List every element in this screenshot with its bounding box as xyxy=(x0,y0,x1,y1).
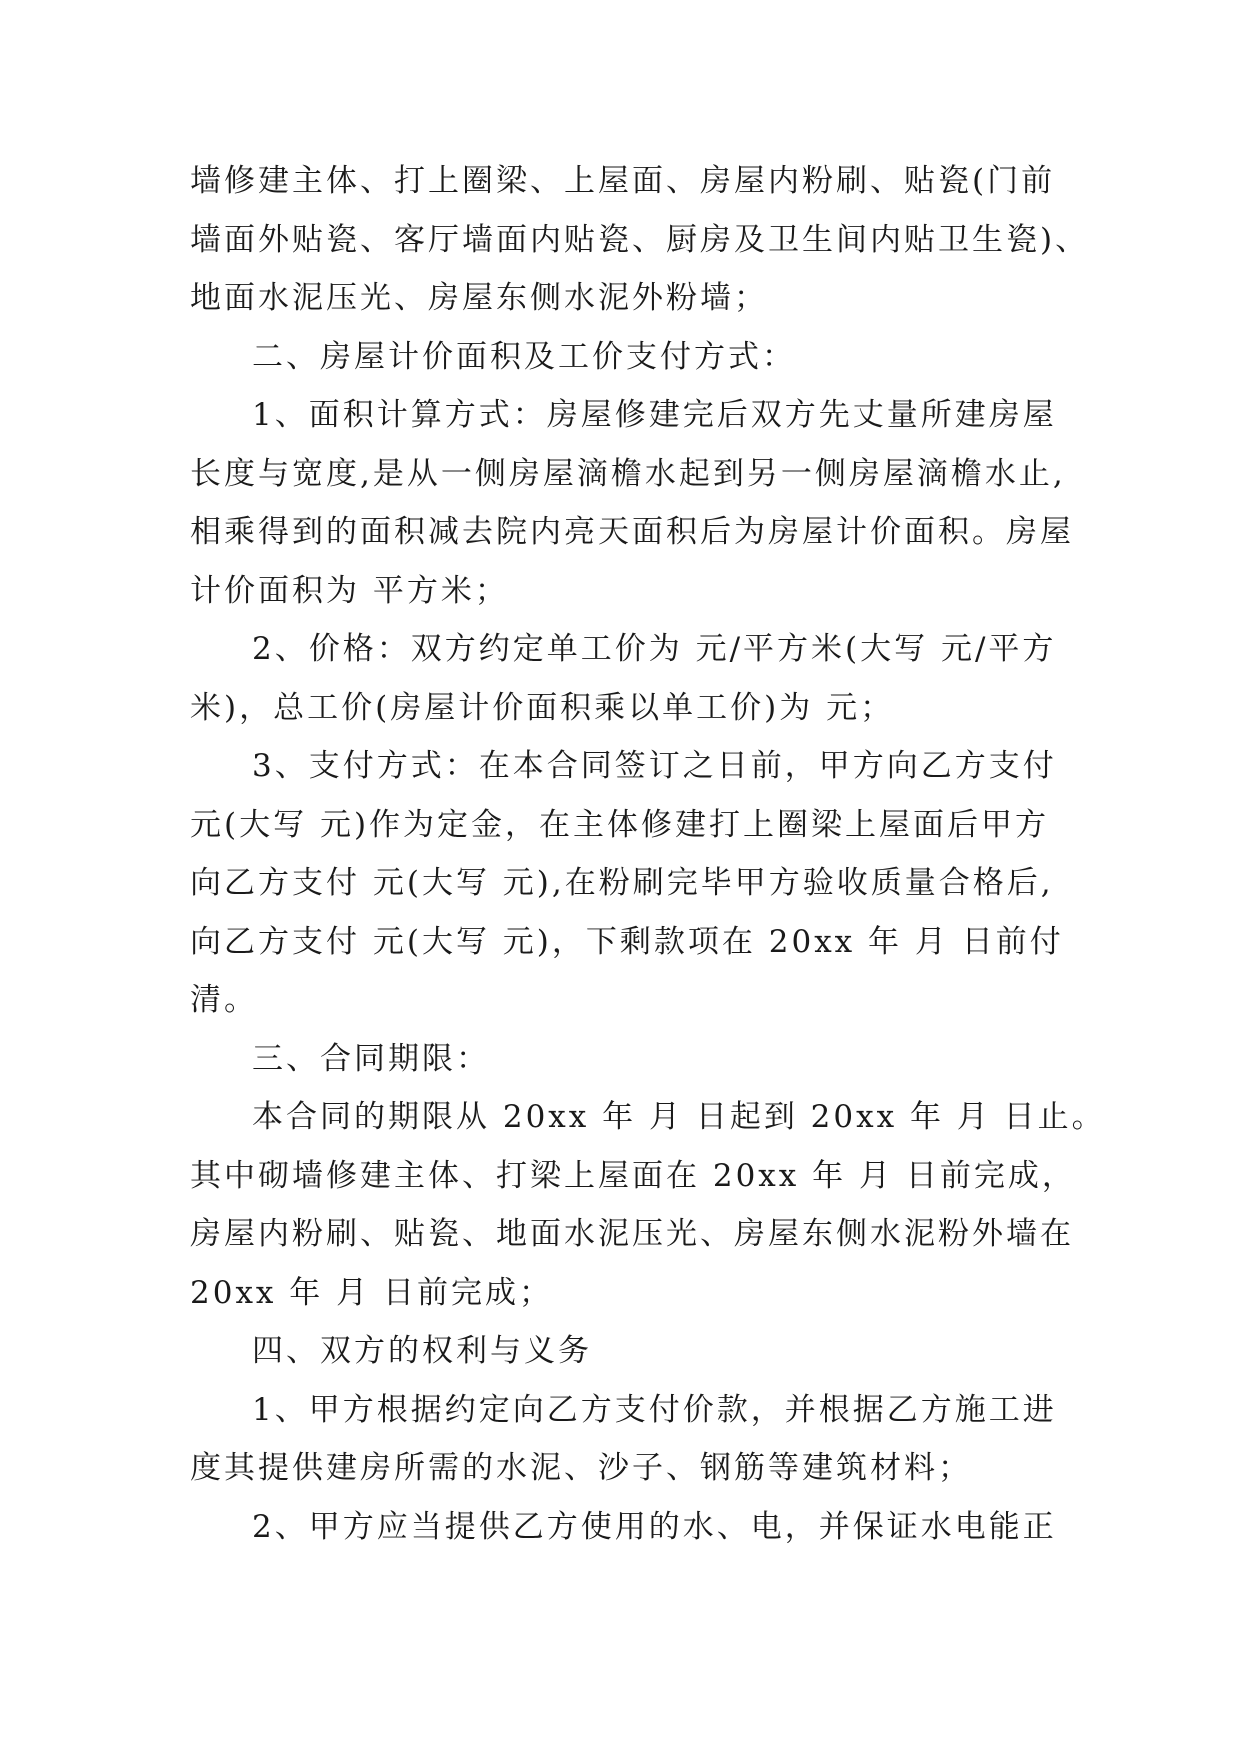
text-line-2: 墙面外贴瓷、客厅墙面内贴瓷、厨房及卫生间内贴卫生瓷)、 xyxy=(190,221,1090,258)
text-line-20: 20xx 年 月 日前完成； xyxy=(190,1274,553,1311)
text-line-24: 2、甲方应当提供乙方使用的水、电，并保证水电能正 xyxy=(252,1508,1057,1545)
text-line-22: 1、甲方根据约定向乙方支付价款，并根据乙方施工进 xyxy=(252,1391,1057,1428)
text-line-18: 其中砌墙修建主体、打梁上屋面在 20xx 年 月 日前完成， xyxy=(190,1157,1076,1194)
section-heading-4: 四、双方的权利与义务 xyxy=(252,1333,592,1369)
section-heading-3: 三、合同期限： xyxy=(252,1040,490,1077)
text-line-8: 计价面积为 平方米； xyxy=(190,572,509,609)
text-line-14: 向乙方支付 元(大写 元)，下剩款项在 20xx 年 月 日前付 xyxy=(190,923,1064,960)
text-line-17: 本合同的期限从 20xx 年 月 日起到 20xx 年 月 日止。 xyxy=(252,1099,1106,1135)
text-line-11: 3、支付方式：在本合同签订之日前，甲方向乙方支付 xyxy=(252,748,1057,784)
text-line-1: 墙修建主体、打上圈梁、上屋面、房屋内粉刷、贴瓷(门前 xyxy=(190,163,1056,199)
document-body xyxy=(190,152,1106,1556)
text-line-15: 清。 xyxy=(190,982,258,1018)
text-line-13: 向乙方支付 元(大写 元),在粉刷完毕甲方验收质量合格后, xyxy=(190,865,1054,901)
text-line-12: 元(大写 元)作为定金，在主体修建打上圈梁上屋面后甲方 xyxy=(190,806,1050,843)
text-line-7: 相乘得到的面积减去院内亮天面积后为房屋计价面积。房屋 xyxy=(190,514,1074,550)
text-line-3: 地面水泥压光、房屋东侧水泥外粉墙； xyxy=(190,280,768,316)
text-line-6: 长度与宽度,是从一侧房屋滴檐水起到另一侧房屋滴檐水止, xyxy=(190,455,1066,492)
text-line-5: 1、面积计算方式：房屋修建完后双方先丈量所建房屋 xyxy=(252,397,1057,433)
section-heading-2: 二、房屋计价面积及工价支付方式： xyxy=(252,338,796,375)
text-line-10: 米)，总工价(房屋计价面积乘以单工价)为 元； xyxy=(190,689,895,726)
text-line-9: 2、价格：双方约定单工价为 元/平方米(大写 元/平方 xyxy=(252,631,1057,667)
text-line-23: 度其提供建房所需的水泥、沙子、钢筋等建筑材料； xyxy=(190,1450,972,1486)
text-line-19: 房屋内粉刷、贴瓷、地面水泥压光、房屋东侧水泥粉外墙在 xyxy=(190,1216,1074,1252)
